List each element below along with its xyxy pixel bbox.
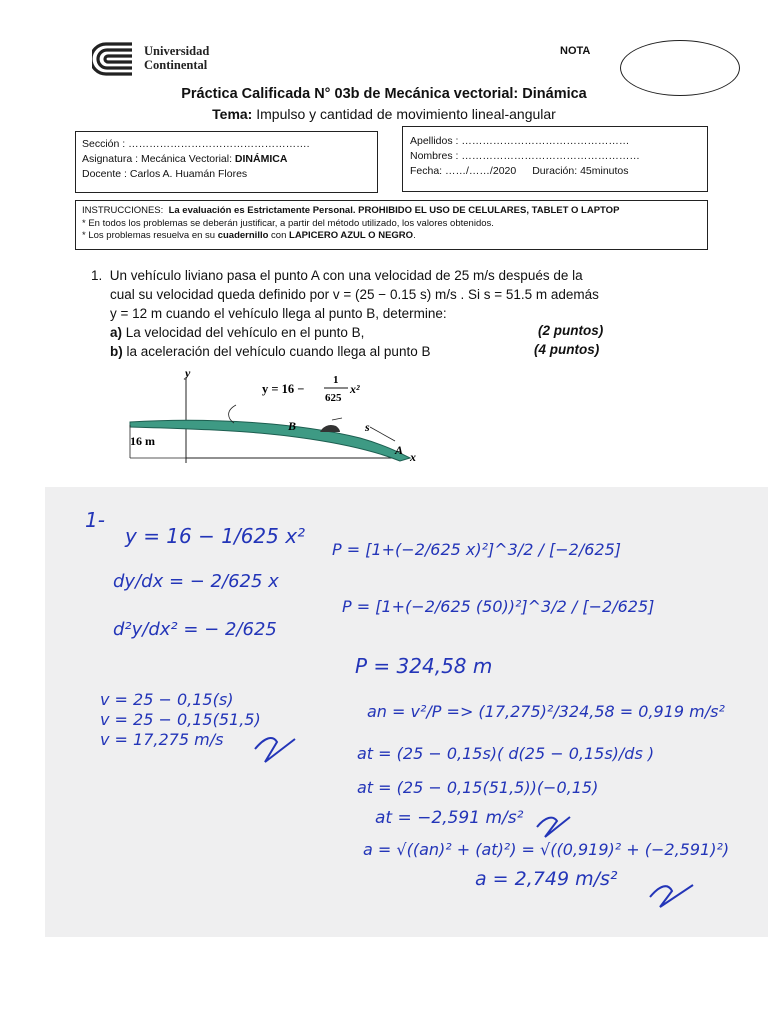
page-title: Práctica Calificada N° 03b de Mecánica vectorial: Dinámica	[181, 86, 587, 102]
instructions-box: INSTRUCCIONES: La evaluación es Estrictamente Personal. PROHIBIDO EL USO DE CELULARES, TABLET O LAPTOP * En todos los problemas se deberán justificar, a partir del método utilizado, los valores obtenidos. * Los problemas resuelva en su cuadernillo con LAPICERO AZUL O NEGRO.	[75, 200, 708, 250]
hw-normal-accel: an = v²/P => (17,275)²/324,58 = 0,919 m/s²	[367, 702, 725, 721]
university-name: Universidad Continental	[144, 44, 210, 72]
hw-velocity-substituted: v = 25 − 0,15(51,5)	[100, 710, 261, 729]
hw-tangential-accel-result: at = −2,591 m/s²	[375, 808, 524, 828]
hw-radius-result: P = 324,58 m	[355, 654, 493, 678]
equation-den: 625	[325, 392, 342, 404]
teacher-field: Docente : Carlos A. Huamán Flores	[82, 168, 248, 180]
arc-s-arrow	[332, 418, 342, 420]
hw-radius-substituted: P = [1+(−2/625 (50))²]^3/2 / [−2/625]	[342, 597, 655, 616]
part-a: a) La velocidad del vehículo en el punto B,	[110, 325, 365, 340]
point-b-label: B	[288, 419, 297, 433]
student-info-box	[402, 126, 708, 192]
check-mark-icon	[255, 738, 295, 762]
hw-velocity-formula: v = 25 − 0,15(s)	[100, 690, 234, 709]
hw-tangential-accel-formula: at = (25 − 0,15s)( d(25 − 0,15s)/ds )	[357, 744, 655, 763]
hw-radius-formula: P = [1+(−2/625 x)²]^3/2 / [−2/625]	[332, 540, 621, 559]
university-logo	[92, 41, 232, 77]
subject-field: Asignatura : Mecánica Vectorial: DINÁMICA	[82, 153, 288, 165]
equation-num: 1	[333, 374, 339, 386]
check-mark-icon	[650, 885, 693, 907]
equation-pointer	[229, 405, 236, 423]
part-b: b) la aceleración del vehículo cuando llega al punto B	[110, 344, 431, 359]
equation-left: y = 16 −	[262, 382, 305, 396]
equation-right: x²	[350, 382, 360, 396]
surname-field: Apellidos : …………………………………………	[410, 135, 630, 147]
nota-label: NOTA	[560, 45, 591, 57]
topic-line: Tema: Impulso y cantidad de movimiento lineal-angular	[212, 106, 556, 122]
problem-statement: 1. Un vehículo liviano pasa el punto A con una velocidad de 25 m/s después de la cual su velocidad queda definido por v = (25 − 0.15 s) m/s . Si s = 51.5 m además y = 12 m cuando el vehículo llega al punto B, determine: a) La velocidad del vehículo en el punto B, b) la aceleración del vehículo cuando llega al punto B	[91, 266, 691, 361]
hw-first-derivative: dy/dx = − 2/625 x	[113, 571, 279, 592]
check-mark-icon	[537, 817, 570, 837]
hw-equation-y: y = 16 − 1/625 x²	[125, 524, 306, 548]
point-a-label: A	[395, 443, 404, 457]
hw-total-accel-formula: a = √((an)² + (at)²) = √((0,919)² + (−2,591)²)	[363, 840, 730, 859]
y-axis-label: y	[185, 366, 191, 380]
names-field: Nombres : ……………………………………………	[410, 150, 640, 162]
hw-second-derivative: d²y/dx² = − 2/625	[113, 619, 277, 640]
hw-total-accel-result: a = 2,749 m/s²	[475, 868, 618, 890]
height-label: 16 m	[130, 434, 155, 448]
course-info-box	[75, 131, 378, 193]
section-field: Sección : …………………………………………….	[82, 138, 310, 150]
car-icon	[320, 425, 340, 432]
part-b-points: (4 puntos)	[534, 342, 600, 357]
hw-tangential-accel-substituted: at = (25 − 0,15(51,5))(−0,15)	[357, 778, 599, 797]
part-a-points: (2 puntos)	[538, 323, 604, 338]
logo-mark-icon	[92, 41, 136, 77]
hw-velocity-result: v = 17,275 m/s	[100, 730, 224, 749]
date-duration-field: Fecha: ……/……/2020 Duración: 45minutos	[410, 165, 629, 177]
handwritten-solution-photo	[45, 487, 768, 937]
arc-s-label: s	[365, 420, 370, 434]
hw-problem-number: 1-	[85, 508, 105, 532]
x-axis-label: x	[410, 450, 416, 464]
road-figure	[110, 365, 430, 475]
instructions-label: INSTRUCCIONES:	[82, 205, 164, 216]
